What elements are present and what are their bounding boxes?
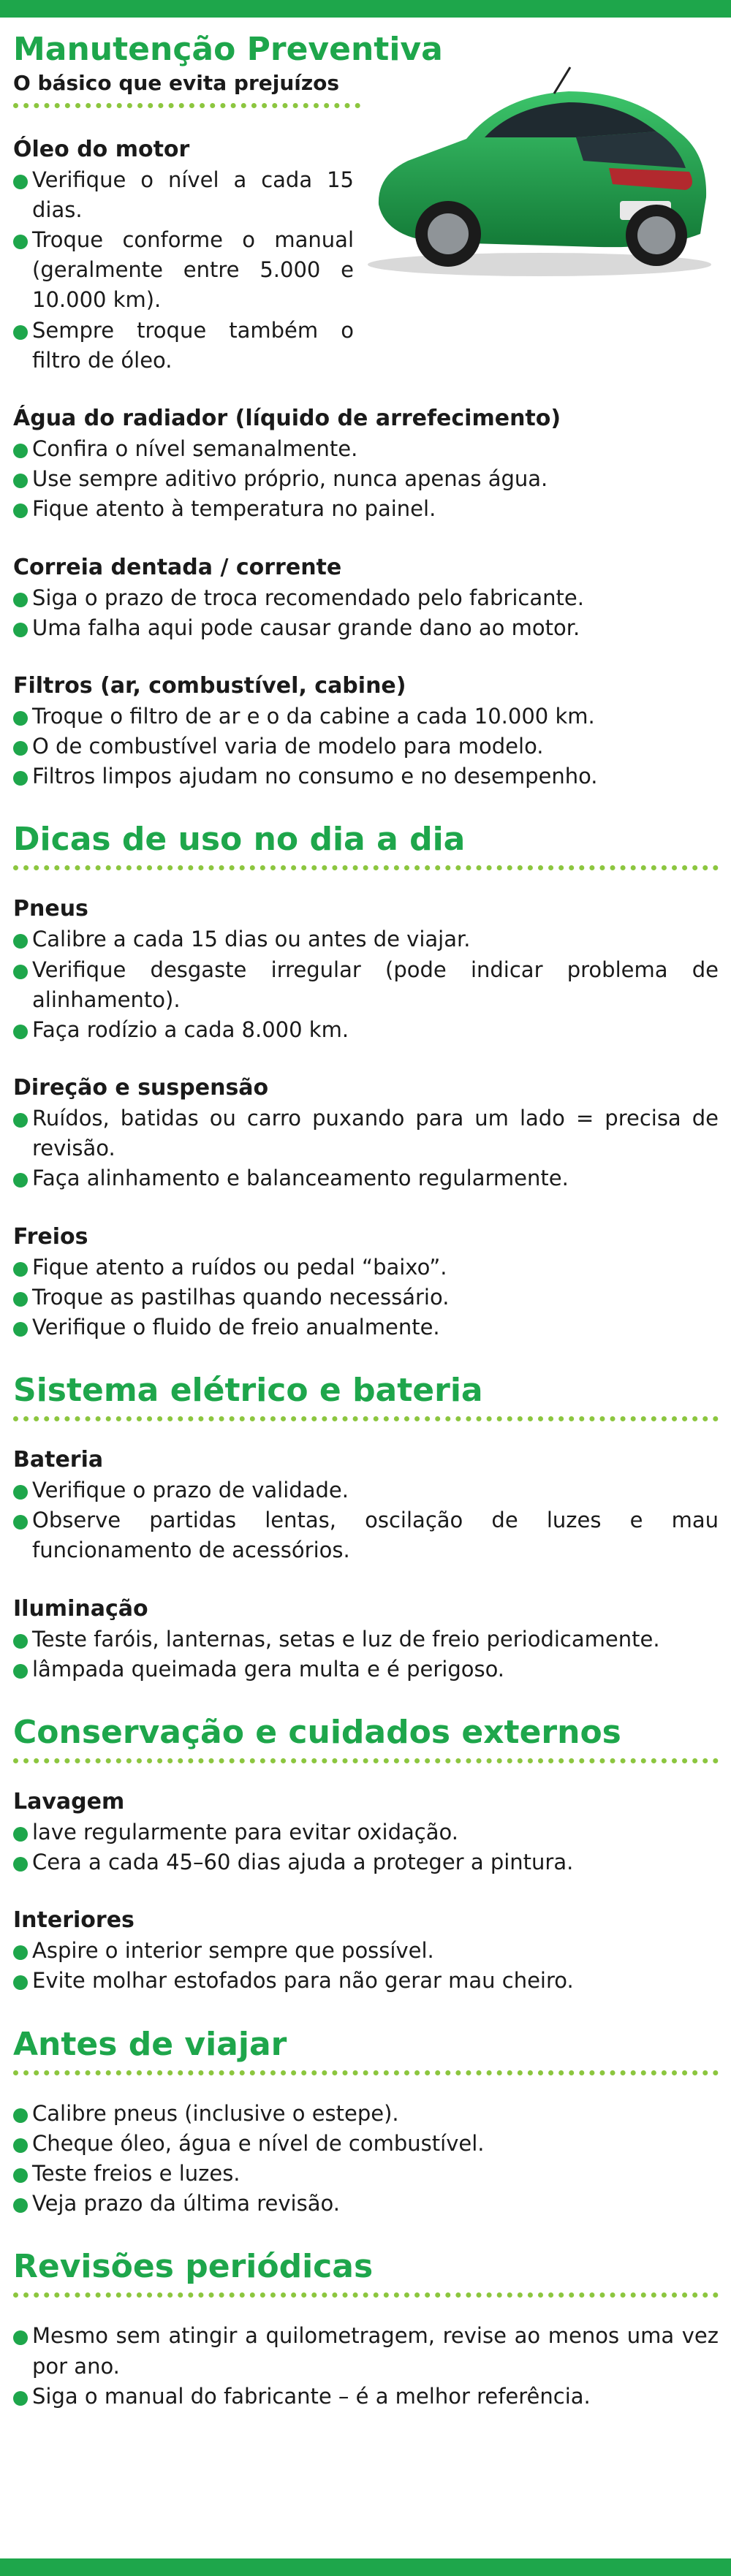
topic-block	[13, 1905, 719, 1996]
topic-title: Óleo do motor	[13, 136, 190, 162]
list-item: Faça rodízio a cada 8.000 km.	[13, 1015, 719, 1045]
topic-block	[13, 2099, 719, 2219]
topic-block	[13, 2321, 719, 2412]
bullet-list	[13, 1817, 719, 1877]
section	[13, 134, 719, 792]
dotted-divider	[13, 865, 719, 870]
topic-block	[13, 552, 719, 643]
list-item: Cera a cada 45–60 dias ajuda a proteger a pintura.	[13, 1847, 719, 1877]
list-item: Fique atento à temperatura no painel.	[13, 494, 719, 524]
bullet-list	[13, 2099, 719, 2219]
list-item: Veja prazo da última revisão.	[13, 2189, 719, 2219]
list-item: O de combustível varia de modelo para modelo.	[13, 732, 719, 761]
section	[13, 2024, 719, 2219]
topic-title: Correia dentada / corrente	[13, 554, 342, 580]
topic-block	[13, 894, 719, 1045]
topic-block	[13, 1073, 719, 1194]
list-item: Use sempre aditivo próprio, nunca apenas água.	[13, 464, 719, 494]
list-item: Troque as pastilhas quando necessário.	[13, 1283, 719, 1312]
bullet-list	[13, 1625, 719, 1684]
page-title: Manutenção Preventiva	[13, 31, 443, 68]
list-item: Teste freios e luzes.	[13, 2159, 719, 2189]
dotted-divider	[13, 103, 360, 108]
list-item: Teste faróis, lanternas, setas e luz de freio periodicamente.	[13, 1625, 719, 1654]
topic-title: Direção e suspensão	[13, 1075, 269, 1101]
document-content	[13, 29, 719, 2439]
topic-block	[13, 403, 719, 525]
section	[13, 1712, 719, 1996]
list-item: Faça alinhamento e balanceamento regularmente.	[13, 1163, 719, 1193]
section	[13, 2246, 719, 2412]
bullet-list	[13, 2321, 719, 2412]
section	[13, 819, 719, 1342]
dotted-divider	[13, 1758, 719, 1763]
section-title: Conservação e cuidados externos	[13, 1713, 621, 1751]
list-item: Siga o prazo de troca recomendado pelo fabricante.	[13, 583, 719, 613]
topic-title: Filtros (ar, combustível, cabine)	[13, 672, 406, 699]
list-item: Uma falha aqui pode causar grande dano ao motor.	[13, 613, 719, 643]
section-title: Antes de viajar	[13, 2025, 287, 2063]
topic-title: Lavagem	[13, 1788, 125, 1815]
topic-title: Bateria	[13, 1447, 104, 1473]
list-item: Verifique o prazo de validade.	[13, 1475, 719, 1505]
list-item: Evite molhar estofados para não gerar mau cheiro.	[13, 1966, 719, 1996]
section-title: Revisões periódicas	[13, 2248, 374, 2286]
topic-block	[13, 1445, 719, 1566]
bottom-bar	[0, 2558, 731, 2576]
page-subtitle: O básico que evita prejuízos	[13, 71, 340, 95]
bullet-list	[13, 1475, 719, 1566]
topic-title: Freios	[13, 1223, 88, 1250]
list-item: lave regularmente para evitar oxidação.	[13, 1817, 719, 1847]
bullet-list	[13, 165, 719, 376]
topic-block	[13, 134, 719, 376]
list-item: Verifique desgaste irregular (pode indicar problema de alinhamento).	[13, 955, 719, 1015]
top-bar	[0, 0, 731, 18]
list-item: Sempre troque também o filtro de óleo.	[13, 316, 354, 376]
sections-container	[13, 134, 719, 2412]
dotted-divider	[13, 1416, 719, 1421]
list-item: Cheque óleo, água e nível de combustível.	[13, 2129, 719, 2159]
topic-block	[13, 1787, 719, 1877]
topic-block	[13, 671, 719, 792]
bullet-list	[13, 434, 719, 525]
bullet-list	[13, 583, 719, 643]
list-item: Calibre a cada 15 dias ou antes de viajar.	[13, 924, 719, 954]
section-title: Dicas de uso no dia a dia	[13, 821, 466, 859]
list-item: Verifique o fluido de freio anualmente.	[13, 1312, 719, 1342]
list-item: Troque conforme o manual (geralmente entre 5.000 e 10.000 km).	[13, 225, 354, 316]
list-item: Mesmo sem atingir a quilometragem, revise ao menos uma vez por ano.	[13, 2321, 719, 2381]
topic-title: Água do radiador (líquido de arrefecimento)	[13, 406, 561, 431]
list-item: Fique atento a ruídos ou pedal “baixo”.	[13, 1253, 719, 1283]
bullet-list	[13, 924, 719, 1045]
bullet-list	[13, 1103, 719, 1194]
list-item: Ruídos, batidas ou carro puxando para um lado = precisa de revisão.	[13, 1103, 719, 1163]
section	[13, 1370, 719, 1684]
list-item: Confira o nível semanalmente.	[13, 434, 719, 464]
bullet-list	[13, 702, 719, 792]
topic-block	[13, 1222, 719, 1343]
list-item: Aspire o interior sempre que possível.	[13, 1936, 719, 1966]
dotted-divider	[13, 2070, 719, 2075]
dotted-divider	[13, 2292, 719, 2298]
list-item: lâmpada queimada gera multa e é perigoso.	[13, 1654, 719, 1684]
list-item: Filtros limpos ajudam no consumo e no desempenho.	[13, 761, 719, 791]
section-title: Sistema elétrico e bateria	[13, 1372, 483, 1410]
topic-title: Pneus	[13, 896, 88, 922]
list-item: Siga o manual do fabricante – é a melhor referência.	[13, 2382, 719, 2412]
intro-header	[13, 29, 719, 108]
topic-title: Interiores	[13, 1907, 135, 1934]
list-item: Verifique o nível a cada 15 dias.	[13, 165, 354, 225]
topic-block	[13, 1594, 719, 1684]
list-item: Calibre pneus (inclusive o estepe).	[13, 2099, 719, 2129]
list-item: Troque o filtro de ar e o da cabine a cada 10.000 km.	[13, 702, 719, 732]
bullet-list	[13, 1936, 719, 1996]
bullet-list	[13, 1253, 719, 1343]
list-item: Observe partidas lentas, oscilação de luzes e mau funcionamento de acessórios.	[13, 1505, 719, 1565]
topic-title: Iluminação	[13, 1595, 148, 1622]
